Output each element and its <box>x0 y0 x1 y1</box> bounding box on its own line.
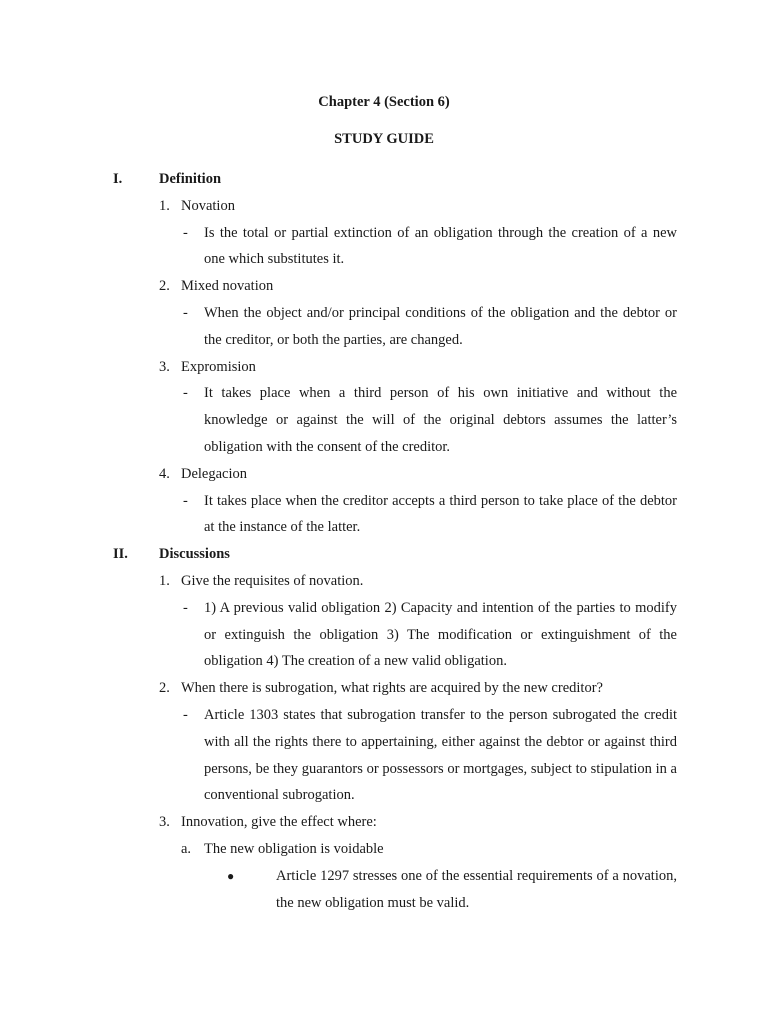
item-label: When there is subrogation, what rights are acquired by the new creditor? <box>181 680 603 697</box>
item-detail <box>0 300 768 354</box>
document-subtitle: STUDY GUIDE <box>334 131 434 147</box>
dash-marker: - <box>183 304 188 321</box>
item-detail-text: It takes place when a third person of his own initiative and without the knowledge or against the will of the original debtors assumes the latter’s obligation with the consent of the creditor. <box>204 385 677 455</box>
item-detail-text: 1) A previous valid obligation 2) Capacity and intention of the parties to modify or extinguish the obligation 3) The modification or extinguishment of the obligation 4) The creation of a new valid obligation. <box>204 599 677 670</box>
list-item <box>0 568 768 595</box>
section-title: Definition <box>159 171 222 187</box>
dash-marker: - <box>183 599 188 616</box>
item-label: Expromision <box>181 358 256 375</box>
item-detail-text: It takes place when the creditor accepts a third person to take place of the debtor at the instance of the latter. <box>204 492 677 536</box>
bullet-item <box>0 863 768 917</box>
list-item <box>0 675 768 702</box>
item-number: 1. <box>159 572 170 589</box>
item-number: 4. <box>159 465 170 482</box>
item-detail-text: Article 1303 states that subrogation transfer to the person subrogated the credit with all the rights there to appertaining, either against the debtor or against third persons, be they guarantors or possessors or mortgages, subject to stipulation in a conventional subrogation. <box>204 706 677 804</box>
section-numeral: I. <box>113 171 123 187</box>
section-numeral: II. <box>113 546 128 563</box>
section-title: Discussions <box>159 546 230 563</box>
document-title: Chapter 4 (Section 6) <box>318 94 450 110</box>
section-heading <box>0 541 768 568</box>
item-detail-text: Is the total or partial extinction of an obligation through the creation of a new one which substitutes it. <box>204 224 677 268</box>
item-detail-text: When the object and/or principal conditions of the obligation and the debtor or the creditor, or both the parties, are changed. <box>204 304 677 348</box>
list-item <box>0 193 768 220</box>
sub-item-letter: a. <box>181 840 192 857</box>
item-detail <box>0 702 768 809</box>
sub-item <box>0 836 768 863</box>
sub-item-label: The new obligation is voidable <box>204 840 384 857</box>
document-body <box>0 166 768 916</box>
item-label: Give the requisites of novation. <box>181 572 364 589</box>
item-number: 1. <box>159 197 170 214</box>
item-number: 3. <box>159 814 170 831</box>
dash-marker: - <box>183 224 188 241</box>
item-label: Novation <box>181 197 235 214</box>
bullet-text: Article 1297 stresses one of the essential requirements of a novation, the new obligation must be valid. <box>276 867 677 911</box>
list-item <box>0 809 768 836</box>
section-heading <box>0 166 768 193</box>
item-detail <box>0 595 768 675</box>
item-detail <box>0 380 768 460</box>
item-number: 2. <box>159 680 170 697</box>
item-label: Mixed novation <box>181 278 274 295</box>
list-item <box>0 354 768 381</box>
bullet-icon: ● <box>227 868 235 883</box>
list-item <box>0 461 768 488</box>
item-number: 3. <box>159 358 170 375</box>
dash-marker: - <box>183 492 188 509</box>
dash-marker: - <box>183 706 188 723</box>
item-label: Innovation, give the effect where: <box>181 814 377 831</box>
item-number: 2. <box>159 278 170 295</box>
dash-marker: - <box>183 385 188 402</box>
item-detail <box>0 220 768 274</box>
item-detail <box>0 488 768 542</box>
item-label: Delegacion <box>181 465 248 482</box>
list-item <box>0 273 768 300</box>
